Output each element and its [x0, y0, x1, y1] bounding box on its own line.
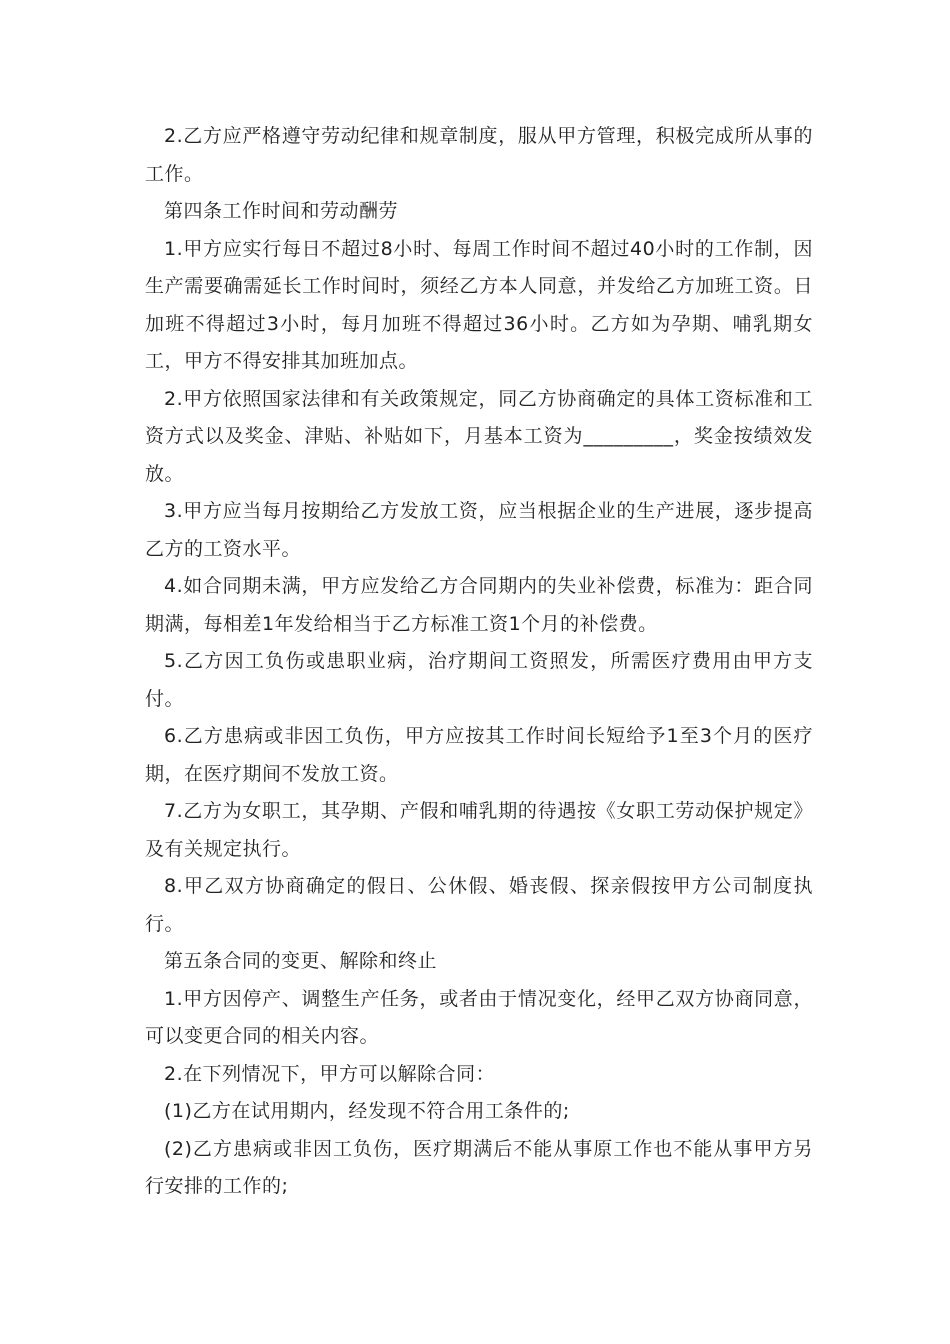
paragraph-working-hours: 1.甲方应实行每日不超过8小时、每周工作时间不超过40小时的工作制，因生产需要确需延长工作时间时，须经乙方本人同意，并发给乙方加班工资。日加班不得超过3小时，每月加班不得超过36小时。乙方如为孕期、哺乳期女工，甲方不得安排其加班加点。: [145, 237, 813, 372]
section-heading-article-4: 第四条工作时间和劳动酬劳: [164, 200, 399, 222]
paragraph-monthly-pay: 3.甲方应当每月按期给乙方发放工资，应当根据企业的生产进展，逐步提高乙方的工资水平。: [145, 500, 813, 560]
paragraph-obey-rules: 2.乙方应严格遵守劳动纪律和规章制度，服从甲方管理，积极完成所从事的工作。: [145, 125, 813, 185]
paragraph-unemployment-compensation: 4.如合同期未满，甲方应发给乙方合同期内的失业补偿费，标准为：距合同期满，每相差1年发给相当于乙方标准工资1个月的补偿费。: [145, 575, 813, 635]
section-heading-article-5: 第五条合同的变更、解除和终止: [164, 950, 438, 972]
paragraph-work-injury: 5.乙方因工负伤或患职业病，治疗期间工资照发，所需医疗费用由甲方支付。: [145, 650, 813, 710]
paragraph-termination-conditions: 2.在下列情况下，甲方可以解除合同：: [164, 1062, 496, 1085]
list-item-probation: (1)乙方在试用期内，经发现不符合用工条件的;: [164, 1100, 570, 1122]
document-body: [145, 118, 813, 1206]
paragraph-medical-period: 6.乙方患病或非因工负伤，甲方应按其工作时间长短给予1至3个月的医疗期，在医疗期间不发放工资。: [145, 725, 813, 785]
paragraph-contract-change: 1.甲方因停产、调整生产任务，或者由于情况变化，经甲乙双方协商同意，可以变更合同的相关内容。: [145, 987, 813, 1047]
paragraph-salary-standard: 2.甲方依照国家法律和有关政策规定，同乙方协商确定的具体工资标准和工资方式以及奖金、津贴、补贴如下，月基本工资为_________，奖金按绩效发放。: [145, 387, 813, 485]
paragraph-holidays: 8.甲乙双方协商确定的假日、公休假、婚丧假、探亲假按甲方公司制度执行。: [145, 875, 813, 935]
paragraph-female-staff: 7.乙方为女职工，其孕期、产假和哺乳期的待遇按《女职工劳动保护规定》及有关规定执行。: [145, 800, 813, 860]
list-item-illness: (2)乙方患病或非因工负伤，医疗期满后不能从事原工作也不能从事甲方另行安排的工作的;: [145, 1137, 813, 1197]
